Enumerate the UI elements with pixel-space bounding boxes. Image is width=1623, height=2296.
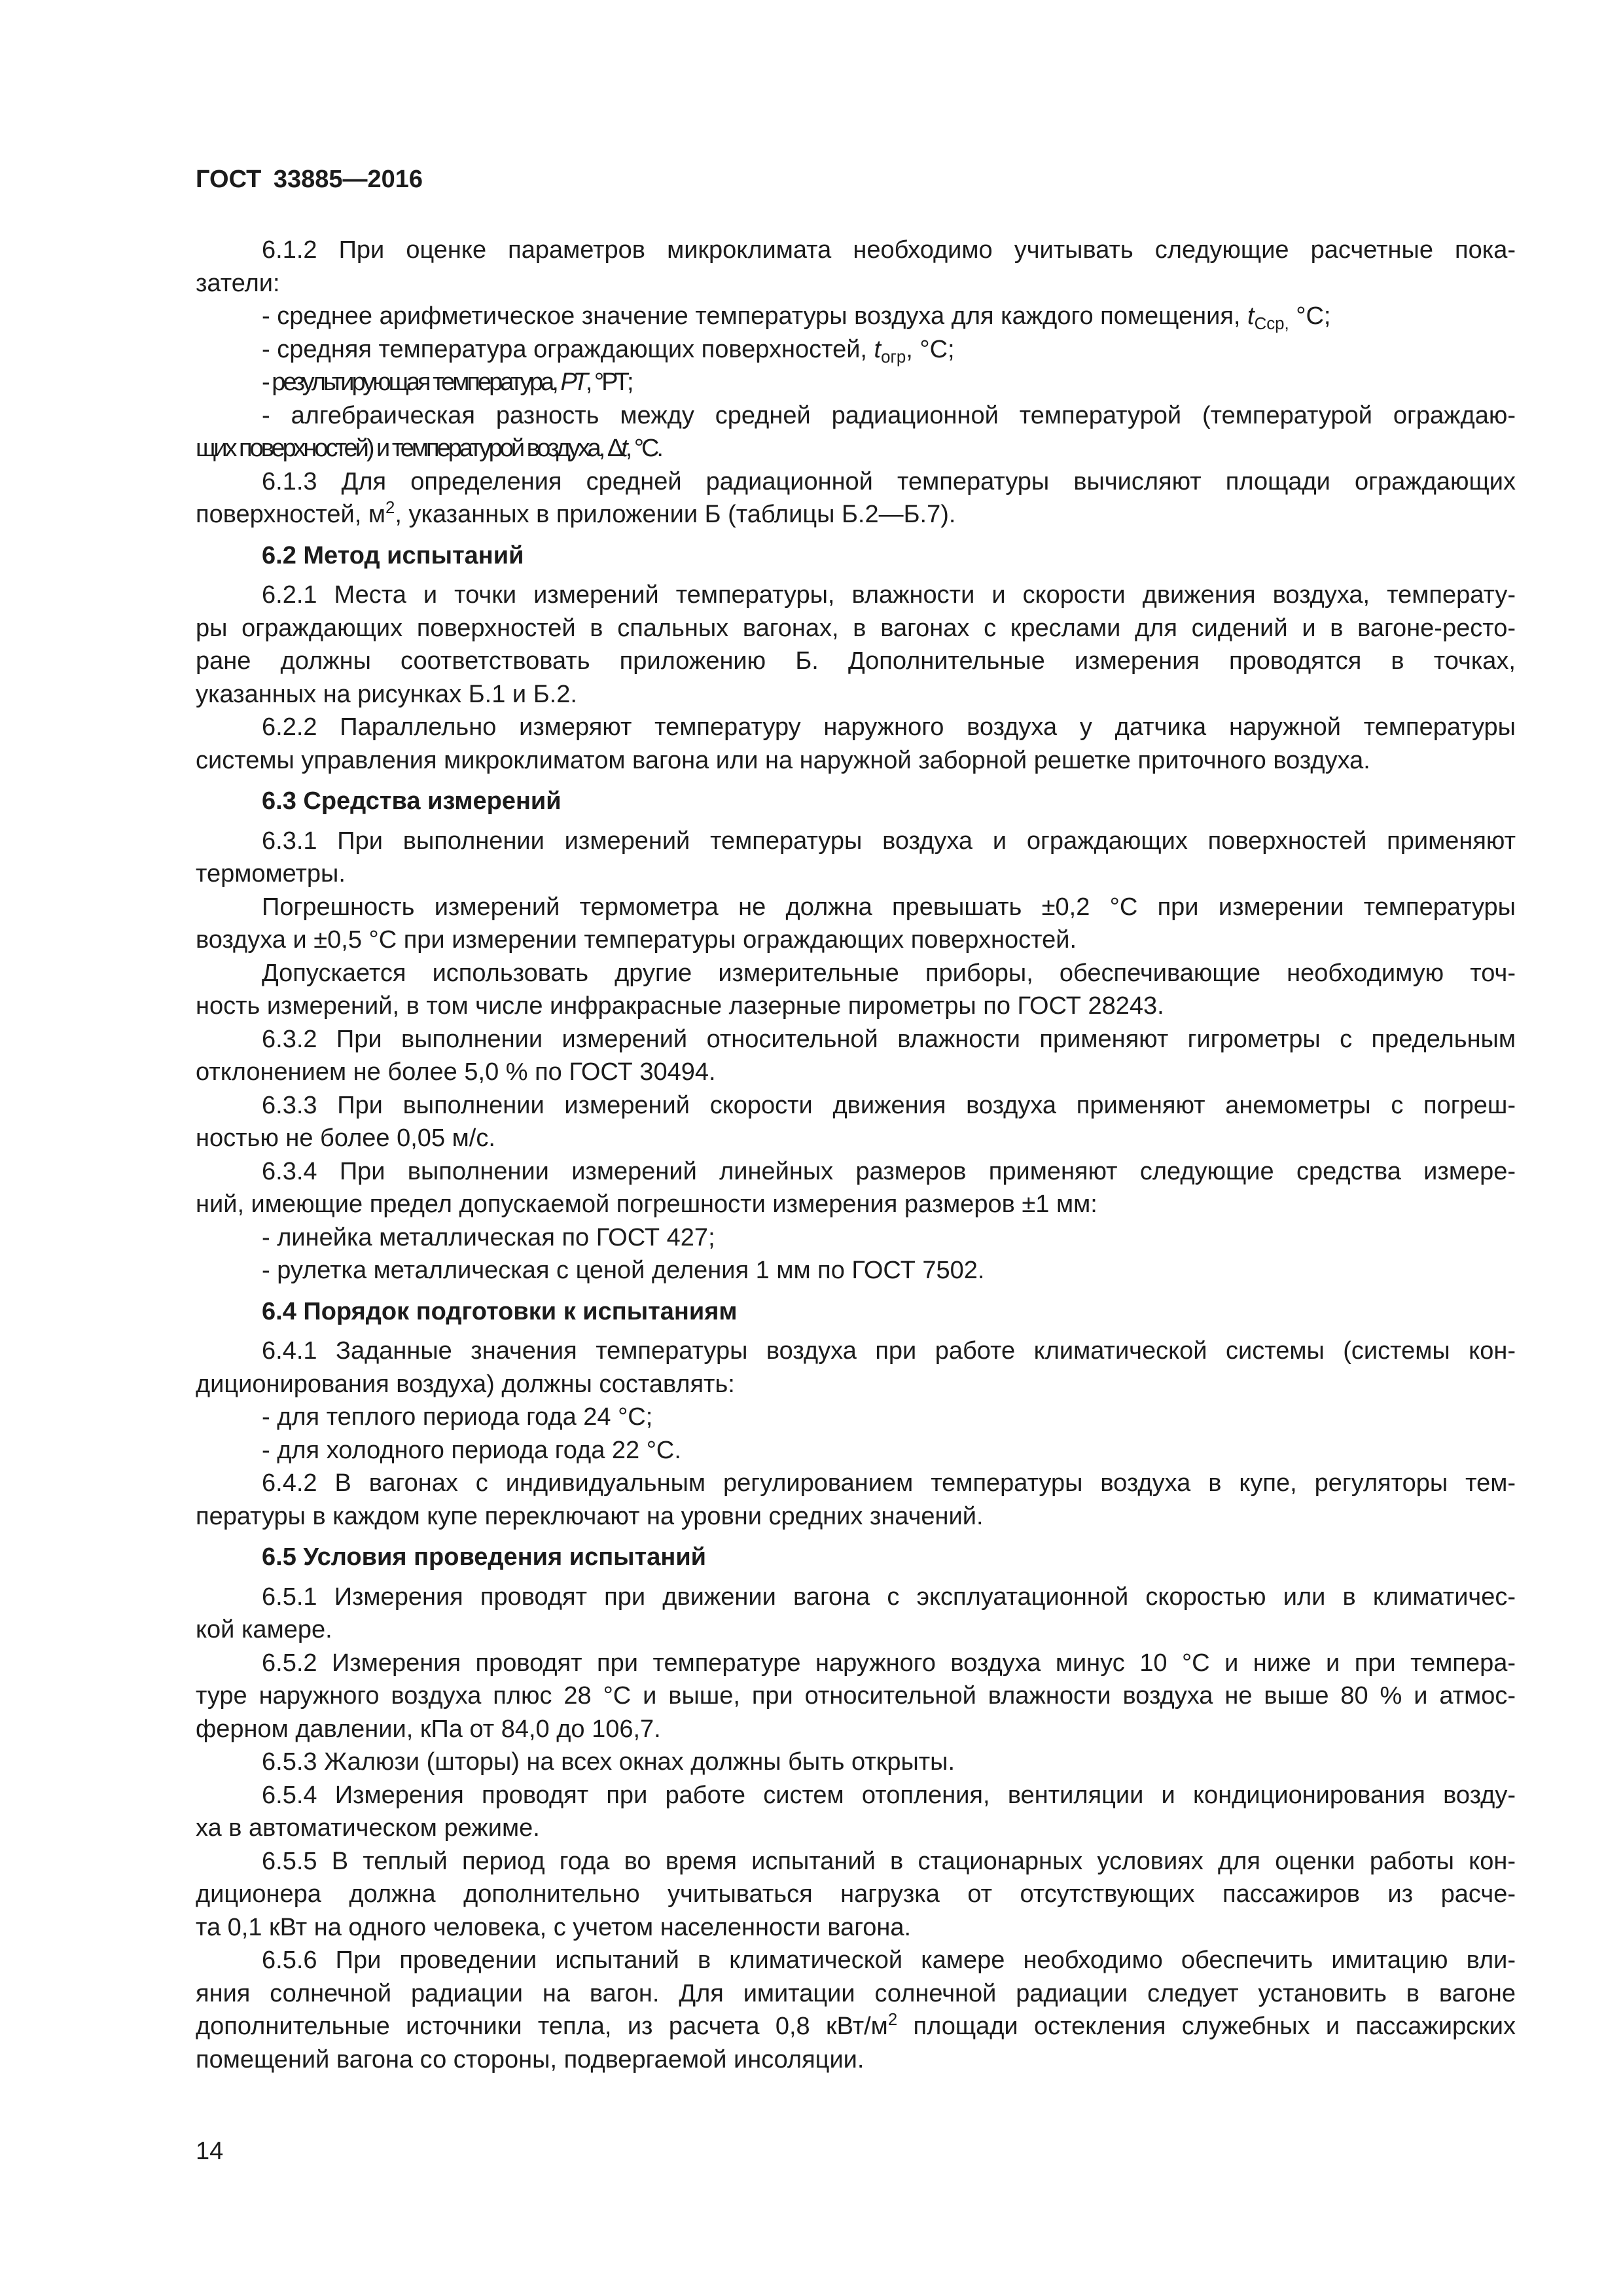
text-line (196, 1911, 1516, 1945)
paragraph (196, 1401, 1516, 1434)
line-text (262, 1224, 715, 1251)
text-segment: 6.5.4 Измерения проводят при работе систем отопления, вентиляции и кондиционирования возду- (262, 1781, 1516, 1809)
text-segment: ность измерений, в том числе инфракрасные лазерные пирометры по ГОСТ 28243. (196, 992, 1164, 1020)
line-text (196, 1715, 661, 1743)
line-text (262, 893, 1516, 921)
line-text (262, 1257, 984, 1284)
text-segment: 6.3.3 При выполнении измерений скорости движения воздуха применяют анемометры с погреш- (262, 1091, 1516, 1119)
text-segment: 6.5.6 При проведении испытаний в климатической камере необходимо обеспечить имитацию вли- (262, 1946, 1516, 1974)
text-segment: t (621, 435, 626, 462)
line-text (262, 1158, 1516, 1185)
paragraph (196, 399, 1516, 465)
text-segment: отклонением не более 5,0 % по ГОСТ 30494. (196, 1058, 716, 1086)
text-line (196, 1977, 1516, 2011)
text-segment: 6.3 Средства измерений (262, 787, 562, 815)
text-line (196, 785, 1516, 818)
paragraph (196, 1221, 1516, 1255)
text-line (196, 432, 1516, 465)
text-segment: - линейка металлическая по ГОСТ 427; (262, 1223, 715, 1251)
text-line (196, 612, 1516, 645)
text-segment: 6.3.4 При выполнении измерений линейных размеров применяют следующие средства измере- (262, 1157, 1516, 1185)
line-text (196, 647, 1516, 675)
text-segment: яния солнечной радиации на вагон. Для имитации солнечной радиации следует установить в вагоне (196, 1979, 1516, 2007)
text-segment: ране должны соответствовать приложению Б. Дополнительные измерения проводятся в точках, (196, 647, 1516, 675)
text-segment: 6.1.2 При оценке параметров микроклимата необходимо учитывать следующие расчетные пока- (262, 236, 1516, 264)
text-line (196, 234, 1516, 267)
paragraph (196, 333, 1516, 367)
line-text (262, 1848, 1516, 1875)
line-text (196, 1814, 540, 1842)
text-line (196, 300, 1516, 333)
text-segment: 6.5.3 Жалюзи (шторы) на всех окнах должны быть открыты. (262, 1748, 955, 1776)
text-segment: пературы в каждом купе переключают на уровни средних значений. (196, 1502, 984, 1530)
line-text (262, 827, 1516, 855)
line-text (262, 1337, 1516, 1365)
text-line (196, 1679, 1516, 1713)
text-line (196, 1335, 1516, 1368)
paragraph (196, 234, 1516, 300)
section-heading (196, 539, 1516, 573)
page-number: 14 (196, 2138, 224, 2165)
line-text (262, 236, 1516, 264)
line-text (262, 335, 955, 367)
line-text (196, 1124, 495, 1152)
line-text (196, 1371, 735, 1398)
text-line (196, 267, 1516, 300)
text-line (196, 1122, 1516, 1155)
text-segment: , °C; (906, 335, 955, 363)
paragraph (196, 300, 1516, 333)
text-line (196, 957, 1516, 990)
line-text (196, 926, 1077, 954)
text-line (196, 1295, 1516, 1329)
text-line (196, 1647, 1516, 1680)
line-text (196, 747, 1370, 774)
line-text (262, 1092, 1516, 1119)
line-text (262, 1543, 706, 1571)
text-line (196, 990, 1516, 1023)
subscript-text: огр (881, 348, 906, 367)
paragraph (196, 1254, 1516, 1287)
text-segment: указанных на рисунках Б.1 и Б.2. (196, 680, 577, 708)
text-line (196, 1581, 1516, 1614)
line-text (262, 1583, 1516, 1611)
line-text (262, 1748, 955, 1776)
text-segment: 6.3.1 При выполнении измерений температуры воздуха и ограждающих поверхностей применяют (262, 827, 1516, 855)
text-line (196, 1845, 1516, 1878)
text-segment: 6.5.2 Измерения проводят при температуре наружного воздуха минус 10 °C и ниже и при темпера- (262, 1649, 1516, 1677)
text-segment: поверхностей, м (196, 501, 386, 528)
text-segment: , °РТ; (585, 368, 632, 396)
line-text (262, 1026, 1516, 1053)
text-segment: ферном давлении, кПа от 84,0 до 106,7. (196, 1715, 661, 1743)
line-text (196, 1058, 716, 1086)
paragraph (196, 1779, 1516, 1845)
line-text (262, 1649, 1516, 1677)
line-text (196, 498, 956, 528)
text-segment: , °C. (625, 435, 661, 462)
paragraph (196, 1434, 1516, 1467)
text-segment: 6.2.1 Места и точки измерений температуры, влажности и скорости движения воздуха, температу- (262, 581, 1516, 609)
text-segment: 6.2 Метод испытаний (262, 541, 524, 569)
superscript-text: 2 (887, 2010, 898, 2029)
line-text (196, 615, 1516, 642)
paragraph (196, 1335, 1516, 1401)
line-text (196, 1503, 984, 1530)
text-line (196, 333, 1516, 367)
line-text (196, 992, 1164, 1020)
text-segment: кой камере. (196, 1616, 332, 1643)
text-line (196, 1254, 1516, 1287)
text-line (196, 1155, 1516, 1189)
text-line (196, 1713, 1516, 1746)
text-segment: РТ (560, 368, 586, 396)
text-line (196, 825, 1516, 858)
line-text (262, 302, 1331, 334)
line-text (196, 1980, 1516, 2007)
text-segment: помещений вагона со стороны, подвергаемой инсоляции. (196, 2045, 865, 2073)
line-text (262, 1946, 1516, 1974)
text-segment: ностью не более 0,05 м/с. (196, 1124, 495, 1152)
text-segment: 6.3.2 При выполнении измерений относительной влажности применяют гигрометры с предельным (262, 1025, 1516, 1053)
text-line (196, 1500, 1516, 1534)
line-text (262, 787, 562, 815)
paragraph (196, 711, 1516, 777)
text-segment: щих поверхностей) и температурой воздуха, Δ (196, 435, 622, 462)
text-segment: площади остекления служебных и пассажирских (897, 2013, 1516, 2040)
text-line (196, 1812, 1516, 1845)
paragraph (196, 1581, 1516, 1647)
line-text (262, 1469, 1516, 1497)
text-segment: , указанных в приложении Б (таблицы Б.2—Б.7). (395, 501, 956, 528)
text-segment: воздуха и ±0,5 °C при измерении температуры ограждающих поверхностей. (196, 926, 1077, 954)
line-text (196, 2046, 864, 2073)
text-line (196, 857, 1516, 891)
paragraph (196, 891, 1516, 957)
superscript-text: 2 (385, 498, 395, 517)
text-segment: - для теплого периода года 24 °C; (262, 1403, 653, 1431)
text-segment: 6.4 Порядок подготовки к испытаниям (262, 1297, 738, 1325)
text-line (196, 1089, 1516, 1122)
text-segment: - для холодного периода года 22 °C. (262, 1436, 681, 1464)
text-segment: °C; (1289, 302, 1331, 330)
text-segment: 6.5.1 Измерения проводят при движении вагона с эксплуатационной скоростью или в климатичес- (262, 1583, 1516, 1611)
line-text (196, 1880, 1516, 1908)
text-line (196, 1746, 1516, 1779)
line-text (262, 1298, 738, 1325)
section-heading (196, 1295, 1516, 1329)
line-text (262, 1437, 681, 1464)
text-segment: - алгебраическая разность между средней радиационной температурой (температурой ограждаю- (262, 401, 1516, 429)
text-line (196, 711, 1516, 744)
text-line (196, 465, 1516, 499)
paragraph (196, 957, 1516, 1023)
text-line (196, 1221, 1516, 1255)
line-text (262, 713, 1516, 741)
text-line (196, 366, 1516, 399)
text-segment: 6.5.5 В теплый период года во время испытаний в стационарных условиях для оценки работы кон- (262, 1847, 1516, 1875)
text-line (196, 1434, 1516, 1467)
line-text (196, 681, 577, 708)
text-segment: 6.4.2 В вагонах с индивидуальным регулированием температуры воздуха в купе, регуляторы тем- (262, 1469, 1516, 1497)
text-line (196, 1056, 1516, 1089)
text-line (196, 579, 1516, 612)
line-text (262, 402, 1516, 429)
text-line (196, 1467, 1516, 1500)
text-segment: 6.5 Условия проведения испытаний (262, 1543, 707, 1571)
text-line (196, 399, 1516, 433)
paragraph (196, 1155, 1516, 1221)
line-text (262, 1403, 652, 1431)
text-line (196, 1779, 1516, 1812)
text-segment: - результирующая температура, (262, 368, 561, 396)
text-line (196, 1613, 1516, 1647)
text-line (196, 891, 1516, 924)
paragraph (196, 465, 1516, 531)
text-segment: - среднее арифметическое значение температуры воздуха для каждого помещения, (262, 302, 1248, 330)
paragraph (196, 579, 1516, 711)
paragraph (196, 1647, 1516, 1746)
line-text (196, 2010, 1516, 2040)
line-text (196, 1616, 332, 1643)
subscript-text: Сср, (1254, 315, 1289, 334)
text-line (196, 1878, 1516, 1911)
text-segment: затели: (196, 269, 280, 297)
text-line (196, 1401, 1516, 1434)
paragraph (196, 1467, 1516, 1533)
text-segment: 6.1.3 Для определения средней радиационной температуры вычисляют площади ограждающих (262, 467, 1516, 495)
line-text (196, 435, 661, 462)
text-segment: Погрешность измерений термометра не должна превышать ±0,2 °C при измерении температуры (262, 893, 1516, 921)
line-text (262, 542, 524, 569)
text-line (196, 2010, 1516, 2043)
text-segment: диционера должна дополнительно учитываться нагрузка от отсутствующих пассажиров из расче- (196, 1880, 1516, 1908)
text-segment: ний, имеющие предел допускаемой погрешности измерения размеров ±1 мм: (196, 1191, 1097, 1218)
text-segment: 6.2.2 Параллельно измеряют температуру наружного воздуха у датчика наружной температуры (262, 713, 1516, 741)
text-line (196, 744, 1516, 778)
line-text (262, 1782, 1516, 1809)
text-line (196, 924, 1516, 957)
text-line (196, 1188, 1516, 1221)
text-segment: ха в автоматическом режиме. (196, 1814, 540, 1842)
line-text (196, 1914, 911, 1941)
text-line (196, 1944, 1516, 1977)
section-heading (196, 785, 1516, 818)
line-text (196, 270, 280, 297)
document-body (196, 234, 1516, 2076)
text-segment: термометры. (196, 860, 346, 888)
text-line (196, 645, 1516, 678)
text-segment: диционирования воздуха) должны составлять: (196, 1370, 735, 1398)
text-line (196, 539, 1516, 573)
line-text (196, 1682, 1516, 1710)
text-line (196, 1023, 1516, 1056)
text-line (196, 498, 1516, 531)
line-text (262, 368, 632, 396)
line-text (262, 468, 1516, 495)
paragraph (196, 366, 1516, 399)
text-segment: ры ограждающих поверхностей в спальных вагонах, в вагонах с креслами для сидений и в вагоне-ресто- (196, 614, 1516, 642)
line-text (196, 1191, 1097, 1218)
document-header: ГОСТ 33885—2016 (196, 166, 423, 193)
text-segment: Допускается использовать другие измерительные приборы, обеспечивающие необходимую точ- (262, 959, 1516, 987)
text-segment: туре наружного воздуха плюс 28 °C и выше, при относительной влажности воздуха не выше 80 % и атмос- (196, 1682, 1516, 1710)
line-text (262, 581, 1516, 609)
paragraph (196, 1746, 1516, 1779)
text-segment: t (1247, 302, 1255, 330)
text-segment: дополнительные источники тепла, из расчета 0,8 кВт/м (196, 2013, 888, 2040)
section-heading (196, 1541, 1516, 1574)
text-line (196, 2043, 1516, 2077)
paragraph (196, 1944, 1516, 2076)
text-segment: системы управления микроклиматом вагона или на наружной заборной решетке приточного воздуха. (196, 746, 1370, 774)
text-segment: 6.4.1 Заданные значения температуры воздуха при работе климатической системы (системы кон- (262, 1337, 1516, 1365)
text-segment: та 0,1 кВт на одного человека, с учетом населенности вагона. (196, 1913, 912, 1941)
paragraph (196, 825, 1516, 891)
paragraph (196, 1023, 1516, 1089)
paragraph (196, 1845, 1516, 1945)
text-line (196, 678, 1516, 711)
text-segment: - средняя температура ограждающих поверхностей, (262, 335, 874, 363)
text-segment: - рулетка металлическая с ценой деления 1 мм по ГОСТ 7502. (262, 1257, 985, 1284)
text-line (196, 1368, 1516, 1401)
line-text (196, 860, 346, 888)
line-text (262, 960, 1516, 987)
paragraph (196, 1089, 1516, 1155)
text-segment: t (874, 335, 882, 363)
text-line (196, 1541, 1516, 1574)
